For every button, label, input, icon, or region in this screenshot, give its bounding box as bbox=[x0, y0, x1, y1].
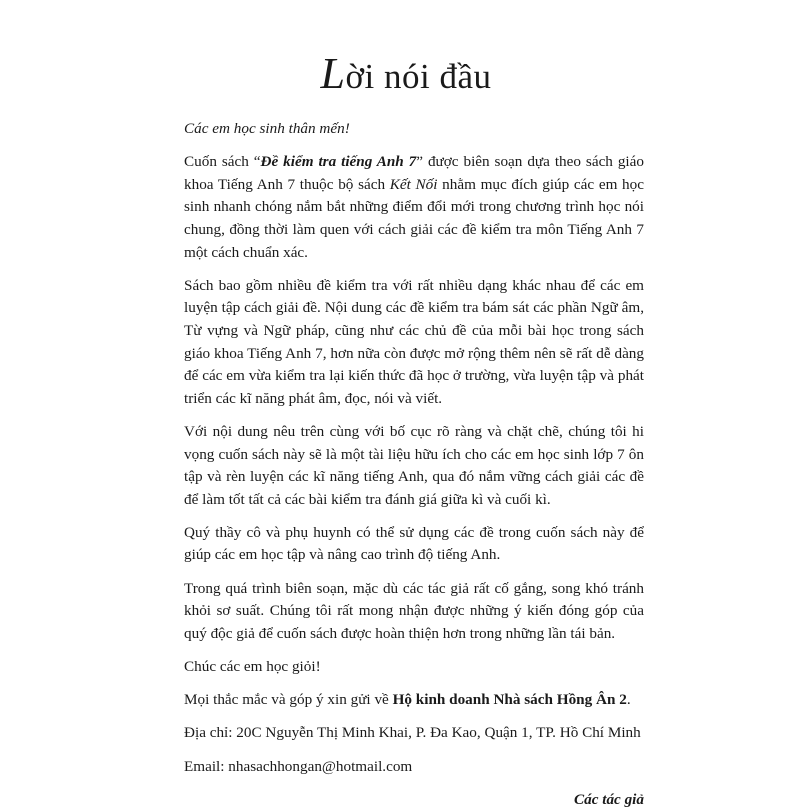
paragraph-wishes: Chúc các em học giỏi! bbox=[184, 658, 321, 676]
book-title: Đề kiểm tra tiếng Anh 7 bbox=[260, 153, 417, 171]
email-line: Email: nhasachhongan@hotmail.com bbox=[184, 757, 413, 775]
title-rest: ời nói đầu bbox=[345, 57, 492, 96]
p1-mid: ” được biên soạn dựa theo sách giáo khoa Tiếng Anh 7 thuộc bộ sách bbox=[184, 153, 644, 193]
p1-post: nhằm mục đích giúp các em học sinh nhanh chóng nắm bắt những điểm đổi mới trong chương trình học nói chung, đồng thời làm quen với cách giải các đề kiểm tra môn Tiếng Anh 7 một cách chuẩn xác. bbox=[184, 175, 644, 261]
paragraph-intro bbox=[184, 151, 644, 264]
paragraph-contact bbox=[184, 689, 644, 712]
paragraph-feedback: Trong quá trình biên soạn, mặc dù các tác giả rất cố gắng, song khó tránh khỏi sơ suất. Chúng tôi rất mong nhận được những ý kiến đóng góp của quý độc giả để cuốn sách được hoàn thiện hơn trong những lần tái bản. bbox=[184, 579, 644, 642]
paragraph-purpose: Với nội dung nêu trên cùng với bố cục rõ ràng và chặt chẽ, chúng tôi hi vọng cuốn sách này sẽ là một tài liệu hữu ích cho các em học sinh lớp 7 ôn tập và rèn luyện các kĩ năng tiếng Anh, qua đó nắm vững cách giải các đề để làm tốt tất cả các bài kiểm tra đánh giá giữa kì và cuối kì. bbox=[184, 422, 644, 508]
p7-pre: Mọi thắc mắc và góp ý xin gửi về bbox=[184, 691, 393, 709]
series-name: Kết Nối bbox=[389, 175, 438, 193]
page-title bbox=[0, 48, 812, 99]
address-line: Địa chỉ: 20C Nguyễn Thị Minh Khai, P. Đa Kao, Quận 1, TP. Hồ Chí Minh bbox=[184, 724, 641, 742]
greeting bbox=[184, 118, 644, 141]
p7-post: . bbox=[626, 691, 631, 709]
publisher-name: Hộ kinh doanh Nhà sách Hồng Ân 2 bbox=[392, 691, 627, 709]
signature: Các tác giả bbox=[573, 790, 644, 808]
greeting-text: Các em học sinh thân mến! bbox=[184, 120, 350, 137]
paragraph-content: Sách bao gồm nhiều đề kiểm tra với rất nhiều dạng khác nhau để các em luyện tập cách giải đề. Nội dung các đề kiểm tra bám sát các phần Ngữ âm, Từ vựng và Ngữ pháp, cũng như các chủ đề của mỗi bài học trong sách giáo khoa Tiếng Anh 7, hơn nữa còn được mở rộng thêm nên sẽ rất dễ dàng để các em vừa kiểm tra lại kiến thức đã học ở trường, vừa luyện tập và phát triển các kĩ năng phát âm, đọc, nói và viết. bbox=[184, 276, 644, 407]
p1-pre: Cuốn sách “ bbox=[184, 153, 261, 171]
paragraph-audience: Quý thầy cô và phụ huynh có thể sử dụng các đề trong cuốn sách này để giúp các em học tập và nâng cao trình độ tiếng Anh. bbox=[184, 523, 644, 564]
preface-body bbox=[184, 118, 644, 811]
title-initial: L bbox=[320, 49, 346, 98]
